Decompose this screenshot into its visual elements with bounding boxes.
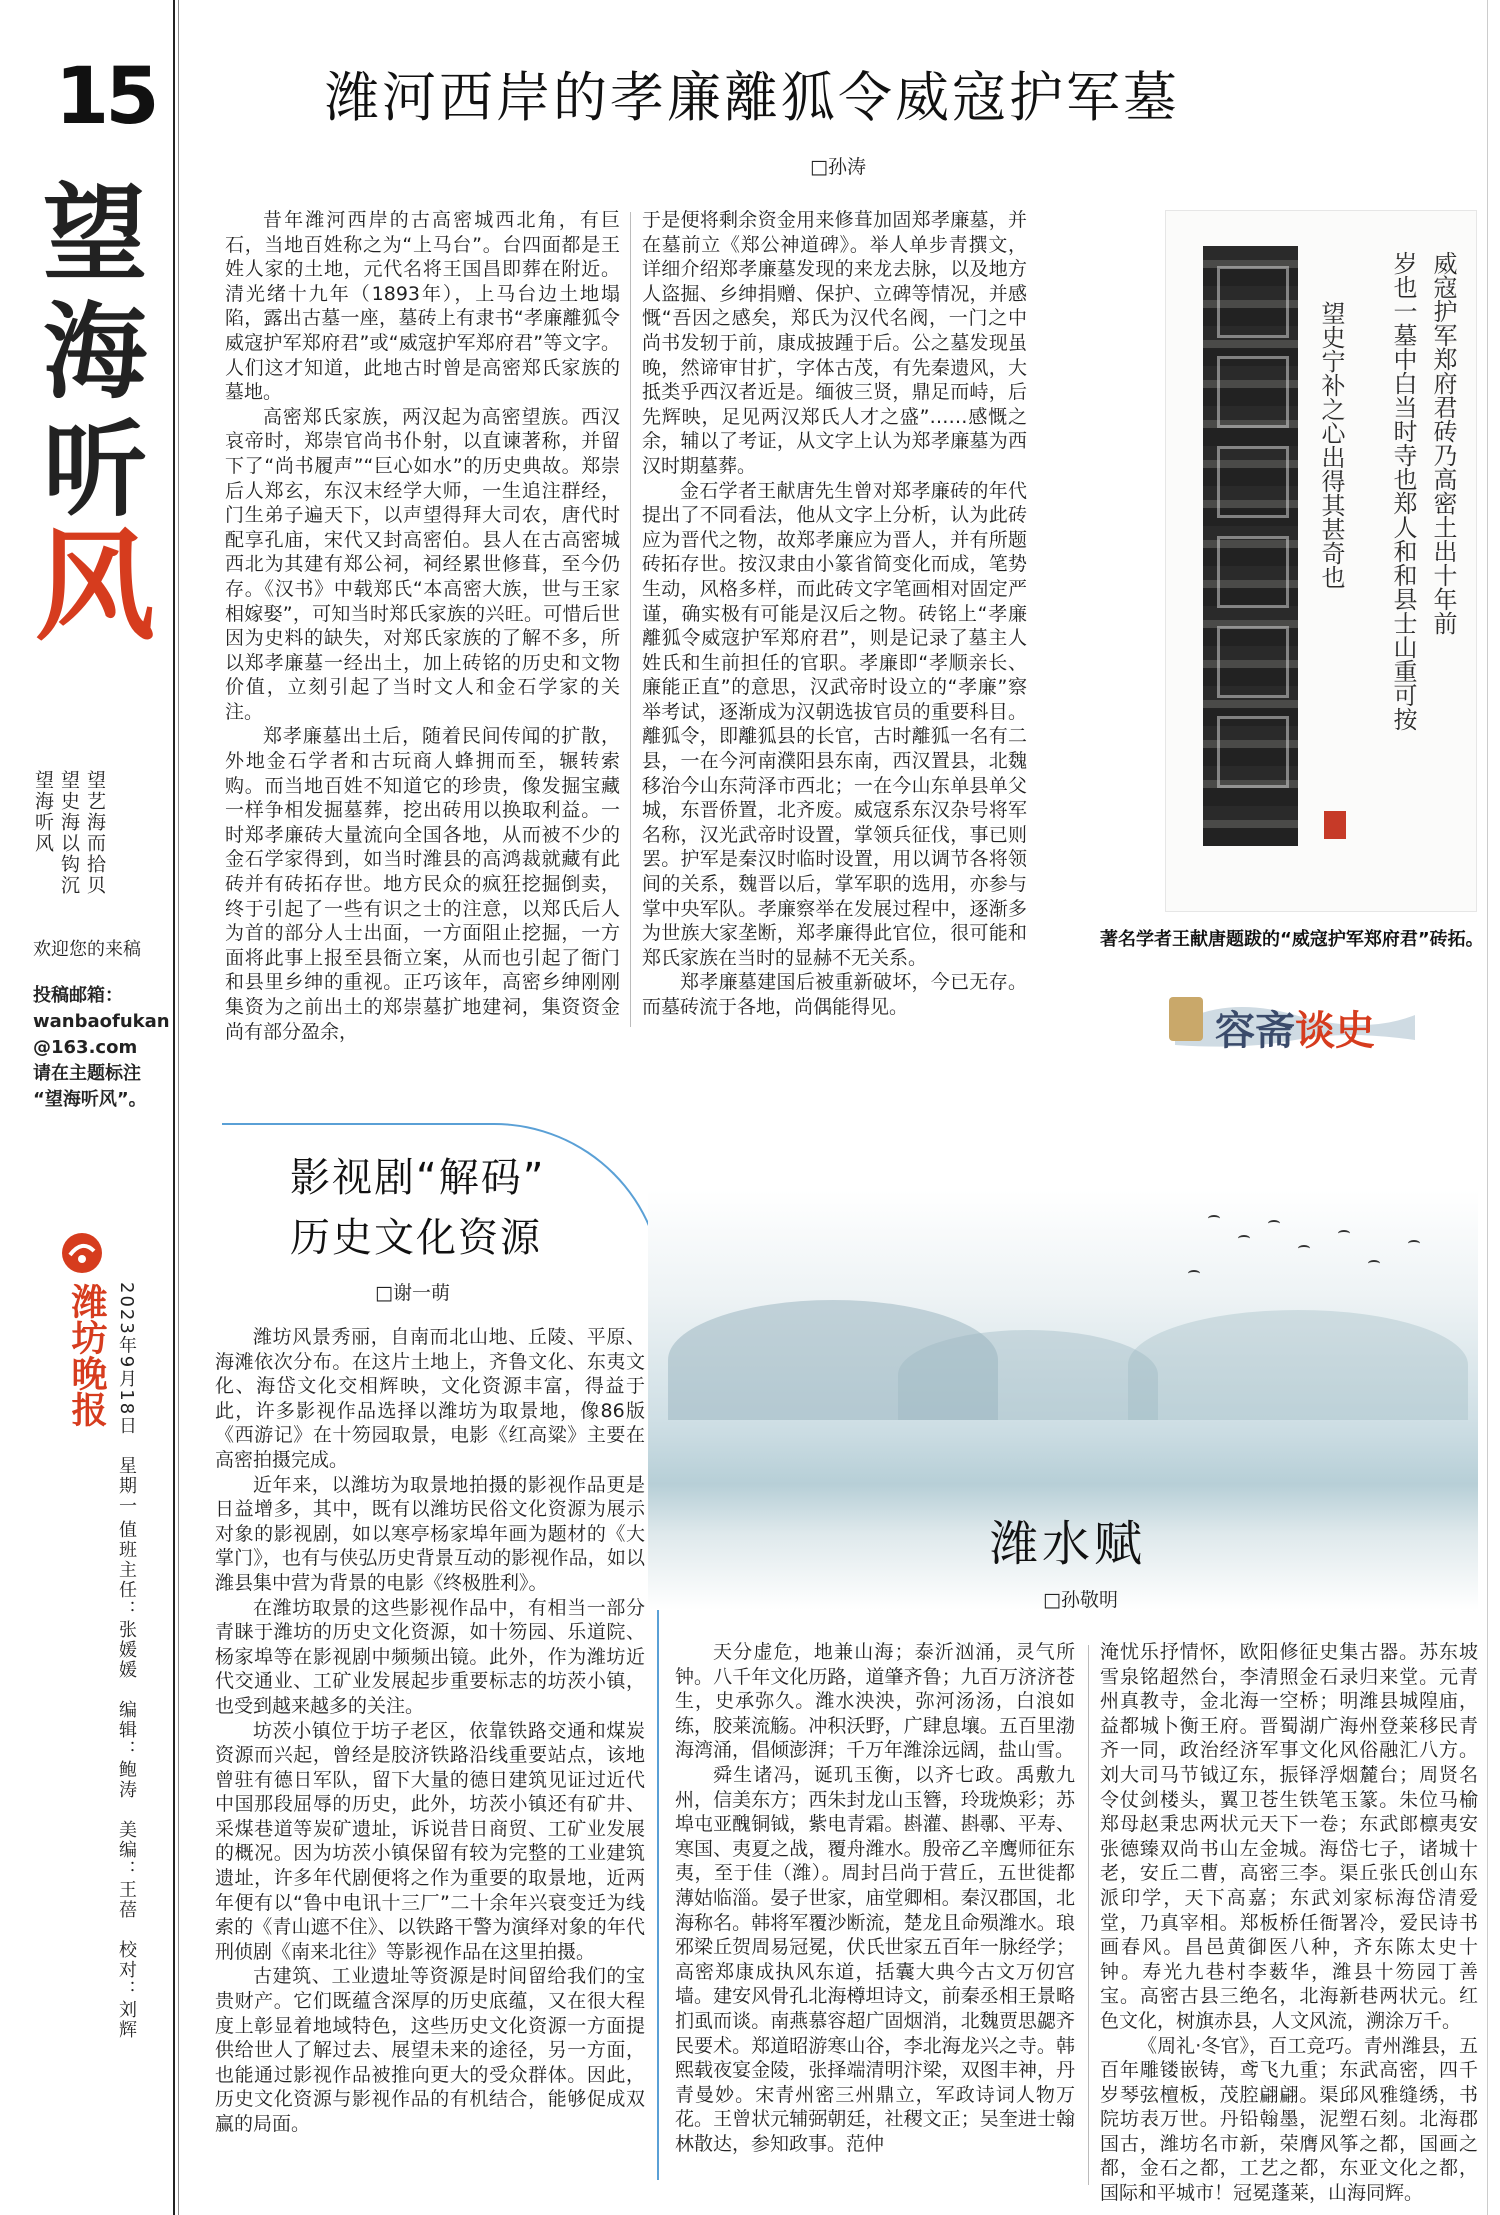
calligraphy-line: 望史宁补之心出得其甚奇也	[1317, 301, 1345, 589]
paragraph: 《周礼·冬官》，百工竞巧。青州潍县，五百年雕镂嵌铸，鸢飞九重；东武高密，四千岁琴弦檀板，茂腔翩翩。渠邱风雅缝绣，书院坊表万世。丹铅翰墨，泥塑石刻。北海郡国古，潍坊名市新，荣膺风筝之都，国画之都，金石之都，工艺之都，东亚文化之都，国际和平城市！冠冕蓬莱，山海同辉。	[1100, 2034, 1478, 2205]
paragraph: 近年来，以潍坊为取景地拍摄的影视作品更是日益增多，其中，既有以潍坊民俗文化资源为展示对象的影视剧，如以寒亭杨家埠年画为题材的《大掌门》，也有与侠弘历史背景互动的影视作品，如以潍县集中营为背景的电影《终极胜利》。	[215, 1473, 645, 1594]
article3-column-2	[1100, 1640, 1478, 2206]
newspaper-name: 潍坊晚报	[66, 1283, 107, 1427]
paragraph: 天分虚危，地兼山海；泰沂汹涌，灵气所钟。八千年文化历路，道肇齐鲁；九百万济济苍生，史承弥久。潍水泱泱，弥河汤汤，白浪如练，胶莱流觞。冲积沃野，广肆息壤。五百里渤海湾涌，倡倾澎湃；千万年潍涂远阔，盐山雪。	[675, 1641, 1075, 1762]
masthead-divider-thin	[178, 0, 179, 2215]
calligraphy-line: 岁也一墓中白当时寺也郑人和和县士山重可按	[1389, 251, 1417, 731]
date: 2023年9月18日	[116, 1282, 137, 1437]
email-domain[interactable]: @163.com	[33, 1037, 138, 1058]
paragraph: 金石学者王献唐先生曾对郑孝廉砖的年代提出了不同看法，他从文字上分析，认为此砖应为晋代之物，故郑孝廉应为晋人，并有所题砖拓存世。按汉隶由小篆省简变化而成，笔势生动，风格多样，而此砖文字笔画相对固定严谨，确实极有可能是汉后之物。砖铭上“孝廉離狐令威寇护军郑府君”，则是记录了墓主人姓氏和生前担任的官职。孝廉即“孝顺亲长、廉能正直”的意思，汉武帝时设立的“孝廉”察举考试，逐渐成为汉朝选拔官员的重要科目。離狐令，即離狐县的长官，古时離狐一名有二县，一在今河南濮阳县东南，西汉置县，北魏移治今山东菏泽市西北；一在今山东单县单父城，东晋侨置，北齐废。威寇系东汉杂号将军名称，汉光武帝时设置，掌领兵征伐，事已则罢。护军是秦汉时临时设置，用以调节各将领间的关系，魏晋以后，掌军职的选用，亦参与掌中央军队。孝廉察举在发展过程中，逐渐多为世族大家垄断，郑孝廉得此官位，很可能和郑氏家族在当时的显赫不无关系。	[642, 479, 1027, 969]
column-name-char: 海	[42, 291, 147, 413]
email-user[interactable]: wanbaofukan	[33, 1011, 170, 1032]
email-label: 投稿邮箱：	[33, 985, 123, 1006]
weekday: 星期一	[116, 1456, 137, 1517]
seal-stamp-icon	[1324, 811, 1346, 839]
poem-line: 望史海以钩沉	[58, 770, 80, 896]
paragraph: 坊茨小镇位于坊子老区，依靠铁路交通和煤炭资源而兴起，曾经是胶济铁路沿线重要站点，该地曾驻有德日军队，留下大量的德日建筑见证过近代中国那段屈辱的历史，此外，坊茨小镇还有矿井、采煤巷道等炭矿遗址，诉说昔日商贸、工矿业发展的概况。因为坊茨小镇保留有较为完整的工业建筑遗址，许多年代剧便将之作为重要的取景地，近两年便有以“鲁中电讯十三厂”二十余年兴衰变迁为线索的《青山遮不住》、以铁路干警为演绎对象的年代刑侦剧《南来北往》等影视作品在这里拍摄。	[215, 1719, 645, 1963]
article1-byline: □孙涛	[810, 156, 866, 178]
poem-line: 望艺海而拾贝	[84, 770, 106, 896]
masthead-divider	[173, 0, 175, 2215]
paragraph: 高密郑氏家族，两汉起为高密望族。西汉哀帝时，郑崇官尚书仆射，以直谏著称，并留下了“尚书履声”“巨心如水”的历史典故。郑崇后人郑玄，东汉末经学大师，一生追注群经，门生弟子遍天下，以声望得拜大司农，唐代时配享孔庙，宋代又封高密伯。县人在古高密城西北为其建有郑公祠，祠经累世修葺，至今仍存。《汉书》中载郑氏“本高密大族，世与王家相嫁娶”，可知当时郑氏家族的兴旺。可惜后世因为史料的缺失，对郑氏家族的了解不多，所以郑孝廉墓一经出土，加上砖铭的历史和文物价值，立刻引起了当时文人和金石学家的关注。	[225, 405, 620, 723]
sidebar-poem	[30, 770, 108, 910]
column-name-char: 望	[42, 173, 147, 295]
paragraph: 在潍坊取景的这些影视作品中，有相当一部分青睐于潍坊的历史文化资源，如十笏园、乐道院、杨家埠等在影视剧中频频出镜。此外，作为潍坊近代交通业、工矿业发展起步重要标志的坊茨小镇，也受到越来越多的关注。	[215, 1596, 645, 1717]
paragraph: 于是便将剩余资金用来修葺加固郑孝廉墓，并在墓前立《郑公神道碑》。举人单步青撰文，详细介绍郑孝廉墓发现的来龙去脉，以及地方人盗掘、乡绅捐赠、保护、立碑等情况，并感慨“吾因之感矣，郑氏为汉代名阀，一门之中尚书发轫于前，康成披踵于后。公之墓发现虽晚，然谛审甘扩，字体古茂，有先秦遗风，大抵类乎西汉者近是。缅彼三贤，鼎足而峙，后先辉映，足见两汉郑氏人才之盛”……感慨之余，辅以了考证，从文字上认为郑孝廉墓为西汉时期墓葬。	[642, 209, 1027, 477]
poem-line: 望海听风	[32, 770, 54, 854]
issue-date	[113, 1282, 139, 1516]
article2-byline: □谢一萌	[375, 1282, 450, 1304]
ribbon-label-suffix: 谈史	[1295, 1008, 1375, 1054]
article2-title-line2: 历史文化资源	[290, 1215, 542, 1261]
staff-line: 值班主任：张媛媛 编辑：鲍涛 美编：王蓓 校对：刘辉	[116, 1520, 137, 2040]
submission-info	[33, 983, 170, 1113]
page-number: 15	[55, 52, 156, 142]
newspaper-logo-icon	[62, 1233, 102, 1273]
column-rule	[630, 212, 631, 1027]
article3-title: 潍水赋	[990, 1516, 1147, 1572]
paragraph: 舜生诸冯，诞玑玉衡，以齐七政。禹敷九州，信美东方；西朱封龙山玉簪，玲珑焕彩；苏埠屯亚醜铜钺，紫电青霜。斟灌、斟鄩、平寿、寒国、夷夏之战，覆舟潍水。殷帝乙辛鹰师征东夷，至于佳（潍）。周封吕尚于营丘，五世徙都薄姑临淄。晏子世家，庙堂卿相。秦汉郡国，北海称名。韩将军覆沙断流，楚龙且命殒潍水。琅邪梁丘贺周易冠冕，伏氏世家五百年一脉经学；高密郑康成执风东道，括囊大典今古文万仞宫墙。建安风骨孔北海樽坦诗文，前秦丞相王景略扪虱而谈。南燕慕容超广固烟消，北魏贾思勰齐民要术。郑道昭游寒山谷，李北海龙兴之寺。韩熙载夜宴金陵，张择端清明汴梁，双图丰神，丹青曼妙。宋青州密三州鼎立，军政诗词人物万花。王曾状元辅弼朝廷，社稷文正；吴奎进士翰林散达，参知政事。范仲	[675, 1763, 1075, 2155]
article1-column-2	[642, 208, 1027, 1020]
page-edge	[1487, 0, 1488, 2215]
ribbon-label	[1215, 999, 1375, 1056]
paragraph: 郑孝廉墓建国后被重新破坏，今已无存。而墓砖流于各地，尚偶能得见。	[642, 971, 1027, 1018]
article1-column-1	[225, 208, 620, 1044]
brick-rubbing-image	[1165, 210, 1477, 912]
column-rule	[1088, 1645, 1089, 2185]
column-ribbon	[1165, 985, 1425, 1055]
brick-rubbing	[1203, 246, 1298, 846]
column-name	[30, 175, 160, 715]
ribbon-label-prefix: 容斋	[1215, 1008, 1295, 1054]
calligraphy-line: 威寇护军郑府君砖乃高密土出十年前	[1429, 251, 1457, 635]
welcome-text: 欢迎您的来稿	[33, 939, 141, 960]
article3-column-1	[675, 1640, 1075, 2156]
image-caption: 著名学者王献唐题跋的“威寇护军郑府君”砖拓。	[1100, 929, 1484, 950]
paragraph: 古建筑、工业遗址等资源是时间留给我们的宝贵财产。它们既蕴含深厚的历史底蕴，又在很大程度上彰显着地域特色，这些历史文化资源一方面提供给世人了解过去、展望未来的途径，另一方面，也能通过影视作品被推向更大的受众群体。因此，历史文化资源与影视作品的有机结合，能够促成双赢的局面。	[215, 1965, 645, 2135]
column-name-char: 听	[42, 409, 147, 531]
article2-body	[215, 1325, 645, 2137]
article2-title-line1: 影视剧“解码”	[290, 1155, 546, 1201]
article1-title: 潍河西岸的孝廉離狐令威寇护军墓	[325, 66, 1180, 129]
article3-byline: □孙敬明	[1043, 1589, 1118, 1611]
email-note: 请在主题标注	[33, 1063, 141, 1084]
email-note: “望海听风”。	[33, 1089, 147, 1110]
column-name-char: 风	[35, 518, 155, 657]
paragraph: 潍坊风景秀丽，自南而北山地、丘陵、平原、海滩依次分布。在这片土地上，齐鲁文化、东夷文化、海岱文化交相辉映，文化资源丰富，得益于此，许多影视作品选择以潍坊为取景地，像86版《西游记》在十笏园取景，电影《红高粱》主要在高密拍摄完成。	[215, 1326, 645, 1471]
paragraph: 淹忧乐抒情怀，欧阳修征史集古器。苏东坡雪泉铭超然台，李清照金石录归来堂。元青州真教寺，金北海一空桥；明潍县城隍庙，益都城卜衡王府。晋蜀湖广海州登莱移民青齐一同，政治经济军事文化风俗融汇八方。刘大司马节钺辽东，振铎浮烟麓台；周贤名令仗剑楼头，翼卫苍生铁笔玉篆。朱位马榆郑母赵秉忠两状元天下一卷；东武郎檩夷安张德臻双尚书山左金城。海岱七子，诸城十老，安丘二曹，高密三李。渠丘张氏创山东派印学，天下高嘉；东武刘家标海岱清爱堂，乃真宰相。郑板桥任衙署冷，爱民诗书画春风。昌邑黄御医八种，齐东陈太史十钟。寿光九巷村李薮华，潍县十笏园丁善宝。高密古县三绝名，北海新巷两状元。红色文化，树旗赤县，人文风流，溯涂万千。	[1100, 1641, 1478, 2032]
paragraph: 昔年潍河西岸的古高密城西北角，有巨石，当地百姓称之为“上马台”。台四面都是王姓人家的土地，元代名将王国昌即葬在附近。清光绪十九年（1893年），上马台边土地塌陷，露出古墓一座，墓砖上有隶书“孝廉離狐令威寇护军郑府君”或“威寇护军郑府君”等文字。人们这才知道，此地古时曾是高密郑氏家族的墓地。	[225, 209, 620, 404]
paragraph: 郑孝廉墓出土后，随着民间传闻的扩散，外地金石学者和古玩商人蜂拥而至，辗转索购。而当地百姓不知道它的珍贵，像发掘宝藏一样争相发掘墓葬，挖出砖用以换取利益。一时郑孝廉砖大量流向全国各地，从而被不少的金石学家得到，如当时潍县的高鸿裁就藏有此砖并有砖拓存世。地方民众的疯狂挖掘倒卖，终于引起了一些有识之士的注意，以郑氏后人为首的部分人士出面，一方面阻止挖掘，一方面将此事上报至县衙立案，从而也引起了衙门和县里乡绅的重视。正巧该年，高密乡绅刚刚集资为之前出土的郑崇墓扩地建祠，集资资金尚有部分盈余，	[225, 725, 620, 1043]
